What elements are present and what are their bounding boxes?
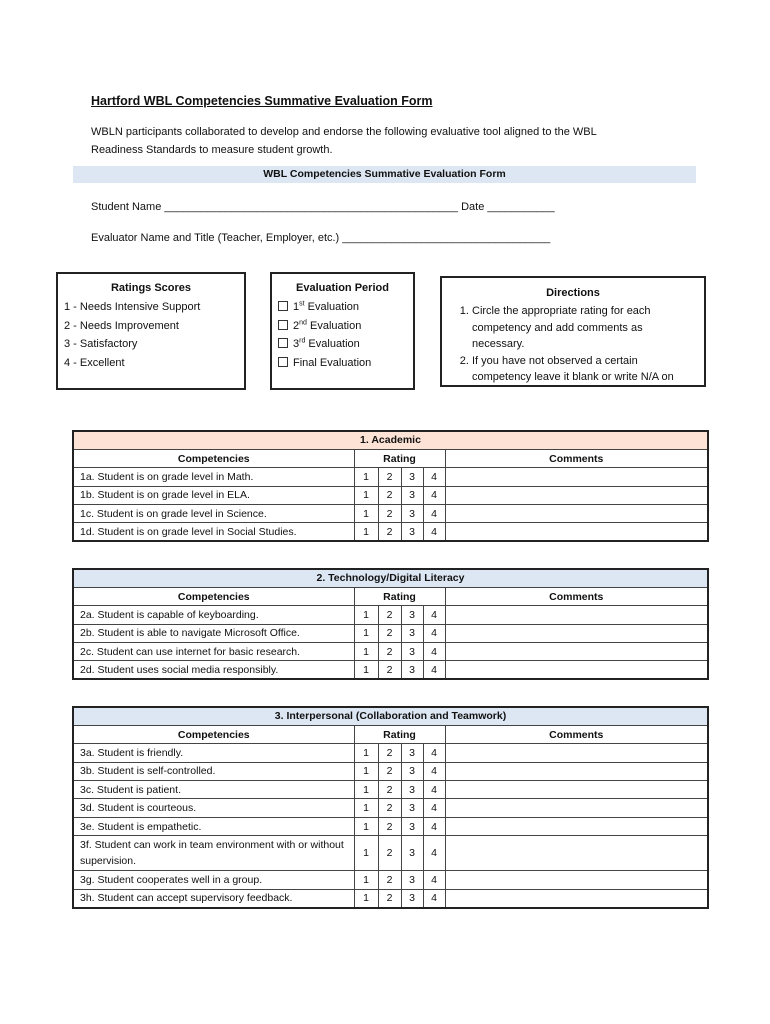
rating-2[interactable]: 2 [378,468,401,486]
comment-cell[interactable] [445,889,708,907]
comment-cell[interactable] [445,643,708,661]
rating-1[interactable]: 1 [354,744,378,762]
ratings-scores-box [56,272,246,390]
comment-cell[interactable] [445,762,708,780]
rating-score-item: 1 - Needs Intensive Support [64,301,201,313]
competency-cell: 1b. Student is on grade level in ELA. [73,486,354,504]
rating-2[interactable]: 2 [378,799,401,817]
document-title: Hartford WBL Competencies Summative Evaluation Form [91,94,433,108]
period-label: Final Evaluation [293,356,372,369]
rating-1[interactable]: 1 [354,523,378,541]
comment-cell[interactable] [445,468,708,486]
period-sup: nd [299,318,307,326]
rating-2[interactable]: 2 [378,486,401,504]
rating-3[interactable]: 3 [401,505,423,523]
direction-item: 1. Circle the appropriate rating for each competency and add comments as necessary. [472,303,694,353]
table-row [73,836,708,871]
rating-2[interactable]: 2 [378,781,401,799]
rating-2[interactable]: 2 [378,889,401,907]
rating-1[interactable]: 1 [354,468,378,486]
ratings-scores-title: Ratings Scores [110,282,192,294]
rating-4[interactable]: 4 [423,486,445,504]
period-option-3rd[interactable] [278,335,407,354]
table-row [73,643,708,661]
intro-paragraph: WBLN participants collaborated to develop and endorse the following evaluative tool aligned to the WBL Readiness Standards to measure student growth. [91,126,597,156]
rating-score-item: 3 - Satisfactory [64,338,138,350]
competency-cell: 3b. Student is self-controlled. [73,762,354,780]
comment-cell[interactable] [445,871,708,889]
student-name-field[interactable]: Student Name ________________________________________________ Date ___________ [91,201,555,213]
period-num: 3 [293,338,300,350]
rating-1[interactable]: 1 [354,624,378,642]
rating-3[interactable]: 3 [401,817,423,835]
period-label: Evaluation [307,301,360,313]
rating-2[interactable]: 2 [378,744,401,762]
rating-4[interactable]: 4 [423,889,445,907]
rating-4[interactable]: 4 [423,523,445,541]
rating-1[interactable]: 1 [354,799,378,817]
rating-2[interactable]: 2 [378,817,401,835]
comment-cell[interactable] [445,799,708,817]
competency-cell: 1a. Student is on grade level in Math. [73,468,354,486]
competency-cell: 3a. Student is friendly. [73,744,354,762]
rating-2[interactable]: 2 [378,762,401,780]
period-sup: rd [299,337,306,345]
rating-3[interactable]: 3 [401,523,423,541]
rating-3[interactable]: 3 [401,836,423,871]
comment-cell[interactable] [445,523,708,541]
rating-2[interactable]: 2 [378,505,401,523]
section-title: 1. Academic [73,431,708,449]
directions-box [440,276,706,387]
rating-1[interactable]: 1 [354,817,378,835]
section-interpersonal-table [72,706,709,909]
comment-cell[interactable] [445,606,708,624]
rating-1[interactable]: 1 [354,505,378,523]
rating-1[interactable]: 1 [354,889,378,907]
rating-1[interactable]: 1 [354,762,378,780]
section-academic-table [72,430,709,542]
comments-header: Comments [445,587,708,605]
rating-4[interactable]: 4 [423,817,445,835]
comment-cell[interactable] [445,836,708,871]
comment-cell[interactable] [445,817,708,835]
rating-2[interactable]: 2 [378,624,401,642]
rating-1[interactable]: 1 [354,871,378,889]
competency-cell: 3f. Student can work in team environment with or without supervision. [73,836,354,871]
rating-1[interactable]: 1 [354,486,378,504]
table-row [73,505,708,523]
rating-3[interactable]: 3 [401,762,423,780]
rating-3[interactable]: 3 [401,871,423,889]
comment-cell[interactable] [445,505,708,523]
comment-cell[interactable] [445,661,708,679]
evaluator-name-field[interactable]: Evaluator Name and Title (Teacher, Employer, etc.) __________________________________ [91,232,551,244]
rating-4[interactable]: 4 [423,624,445,642]
table-row [73,762,708,780]
rating-3[interactable]: 3 [401,624,423,642]
rating-2[interactable]: 2 [378,643,401,661]
rating-4[interactable]: 4 [423,836,445,871]
comment-cell[interactable] [445,781,708,799]
rating-1[interactable]: 1 [354,606,378,624]
table-row [73,523,708,541]
rating-1[interactable]: 1 [354,643,378,661]
period-option-2nd[interactable] [278,317,407,336]
comment-cell[interactable] [445,744,708,762]
rating-4[interactable]: 4 [423,781,445,799]
rating-score-item: 4 - Excellent [64,356,125,369]
form-title-band: WBL Competencies Summative Evaluation Form [73,166,696,183]
competency-cell: 2c. Student can use internet for basic research. [73,643,354,661]
rating-4[interactable]: 4 [423,606,445,624]
period-option-1st[interactable] [278,298,407,317]
direction-item: 2. If you have not observed a certain competency leave it blank or write N/A on [472,353,694,386]
period-label: Evaluation [308,338,360,350]
table-row [73,624,708,642]
rating-4[interactable]: 4 [423,505,445,523]
comment-cell[interactable] [445,486,708,504]
rating-3[interactable]: 3 [401,781,423,799]
rating-3[interactable]: 3 [401,799,423,817]
table-row [73,889,708,907]
competency-cell: 1c. Student is on grade level in Science. [73,505,354,523]
competency-cell: 2a. Student is capable of keyboarding. [73,606,354,624]
rating-4[interactable]: 4 [423,871,445,889]
checkbox-icon[interactable] [278,301,288,311]
comments-header: Comments [445,725,708,743]
rating-4[interactable]: 4 [423,643,445,661]
competencies-header: Competencies [73,725,354,743]
competency-cell: 3e. Student is empathetic. [73,817,354,835]
rating-score-item: 2 - Needs Improvement [64,319,179,332]
table-row [73,661,708,679]
rating-2[interactable]: 2 [378,523,401,541]
rating-3[interactable]: 3 [401,468,423,486]
rating-2[interactable]: 2 [378,661,401,679]
table-row [73,606,708,624]
evaluation-period-title: Evaluation Period [296,282,389,294]
checkbox-icon[interactable] [278,357,288,367]
table-row [73,871,708,889]
competency-cell: 3d. Student is courteous. [73,799,354,817]
table-row [73,817,708,835]
competency-cell: 3h. Student can accept supervisory feedback. [73,889,354,907]
rating-3[interactable]: 3 [401,889,423,907]
rating-3[interactable]: 3 [401,643,423,661]
rating-4[interactable]: 4 [423,799,445,817]
rating-header: Rating [354,449,445,467]
rating-header: Rating [354,725,445,743]
checkbox-icon[interactable] [278,338,288,348]
table-row [73,486,708,504]
table-row [73,744,708,762]
comment-cell[interactable] [445,624,708,642]
competency-cell: 3g. Student cooperates well in a group. [73,871,354,889]
rating-3[interactable]: 3 [401,606,423,624]
rating-4[interactable]: 4 [423,744,445,762]
rating-1[interactable]: 1 [354,781,378,799]
checkbox-icon[interactable] [278,320,288,330]
rating-4[interactable]: 4 [423,661,445,679]
period-option-final[interactable] [278,354,407,373]
rating-4[interactable]: 4 [423,468,445,486]
competencies-header: Competencies [73,449,354,467]
competency-cell: 1d. Student is on grade level in Social Studies. [73,523,354,541]
section-title: 3. Interpersonal (Collaboration and Teamwork) [73,707,708,725]
table-row [73,468,708,486]
rating-2[interactable]: 2 [378,871,401,889]
rating-2[interactable]: 2 [378,836,401,871]
competencies-header: Competencies [73,587,354,605]
table-row [73,781,708,799]
rating-3[interactable]: 3 [401,661,423,679]
directions-list [442,303,694,386]
rating-3[interactable]: 3 [401,486,423,504]
comments-header: Comments [445,449,708,467]
evaluation-period-box [270,272,415,390]
period-num: 2 [293,319,300,332]
directions-title: Directions [546,287,600,299]
period-num: 1 [293,301,300,313]
rating-2[interactable]: 2 [378,606,401,624]
section-title: 2. Technology/Digital Literacy [73,569,708,587]
period-sup: st [299,300,305,308]
rating-1[interactable]: 1 [354,836,378,871]
rating-header: Rating [354,587,445,605]
table-row [73,799,708,817]
competency-cell: 3c. Student is patient. [73,781,354,799]
competency-cell: 2d. Student uses social media responsibly. [73,661,354,679]
rating-3[interactable]: 3 [401,744,423,762]
rating-4[interactable]: 4 [423,762,445,780]
period-label: Evaluation [309,319,362,332]
section-technology-table [72,568,709,680]
rating-1[interactable]: 1 [354,661,378,679]
competency-cell: 2b. Student is able to navigate Microsoft Office. [73,624,354,642]
